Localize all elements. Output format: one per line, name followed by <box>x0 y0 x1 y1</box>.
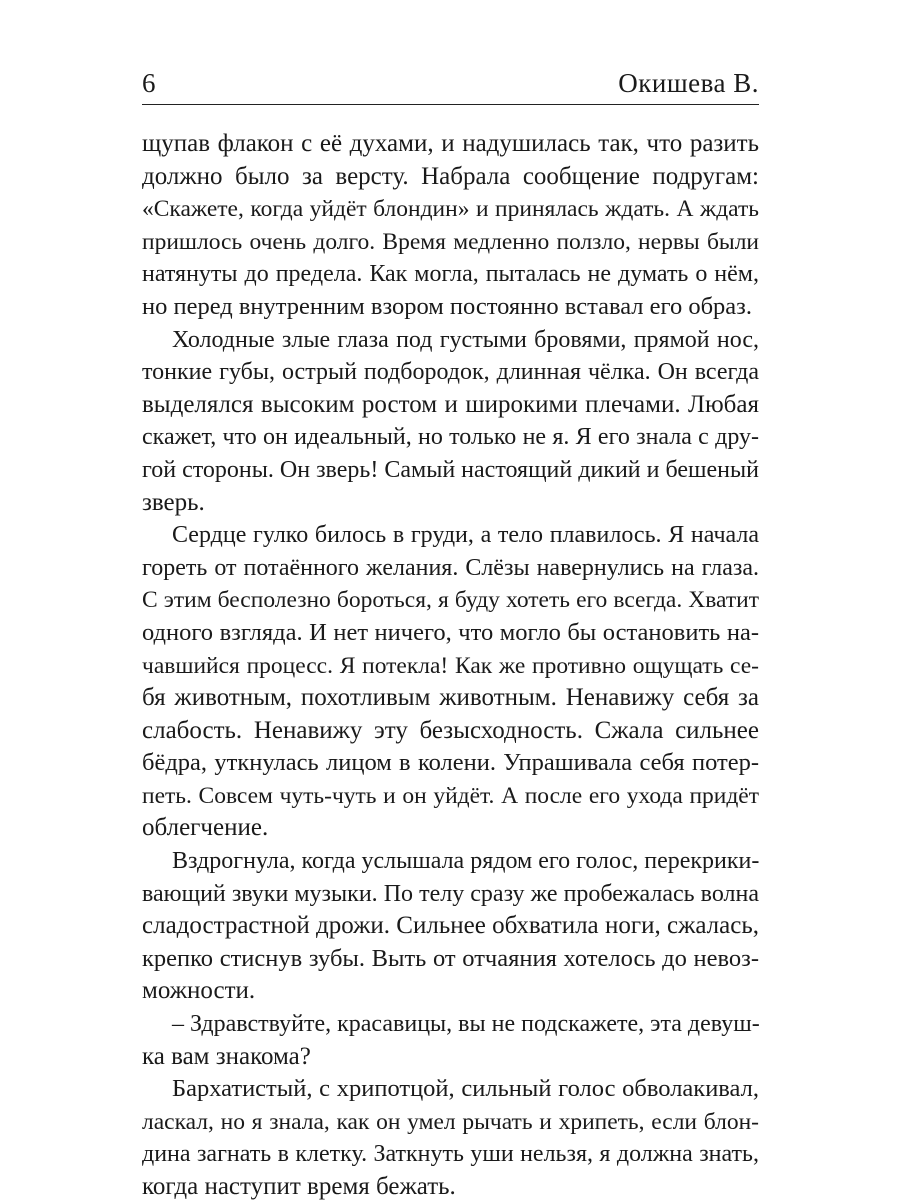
text-line: вающий звуки музыки. По телу сразу же пробежалась волна <box>142 880 759 907</box>
text-line: облегчение. <box>142 814 269 842</box>
text-line: дина загнать в клетку. Заткнуть уши нельзя, я должна знать, <box>142 1141 759 1168</box>
running-head-author: Окишева В. <box>618 68 759 98</box>
text-line: бя животным, похотливым животным. Ненавижу себя за <box>142 684 759 712</box>
text-line: Вздрогнула, когда услышала рядом его голос, перекрики- <box>172 848 760 875</box>
text-line: ласкал, но я знала, как он умел рычать и хрипеть, если блон- <box>142 1108 759 1135</box>
text-line: «Скажете, когда уйдёт блондин» и принялась ждать. А ждать <box>142 196 759 223</box>
text-line: слабость. Ненавижу эту безысходность. Сжала сильнее <box>142 716 759 744</box>
running-head <box>142 66 759 100</box>
text-line: бёдра, уткнулась лицом в колени. Упрашивала себя потер- <box>142 749 759 777</box>
text-line: чавшийся процесс. Я потекла! Как же противно ощущать се- <box>142 652 759 679</box>
text-line: Бархатистый, с хрипотцой, сильный голос обволакивал, <box>172 1075 759 1103</box>
text-line: должно было за версту. Набрала сообщение подругам: <box>142 162 759 190</box>
page-number: 6 <box>142 68 156 98</box>
text-line: выделялся высоким ростом и широкими плечами. Любая <box>142 390 759 418</box>
text-line: крепко стиснув зубы. Выть от отчаяния хотелось до невоз- <box>142 944 759 972</box>
text-line: одного взгляда. И нет ничего, что могло бы остановить на- <box>142 618 759 646</box>
body-text <box>142 128 759 1204</box>
text-line: ка вам знакома? <box>142 1042 311 1070</box>
text-line: сладострастной дрожи. Сильнее обхватила ноги, сжалась, <box>142 912 759 940</box>
text-line: можности. <box>142 977 256 1005</box>
text-line: гой стороны. Он зверь! Самый настоящий дикий и бешеный <box>142 456 759 483</box>
text-line: скажет, что он идеальный, но только не я. Я его знала с дру- <box>142 424 759 451</box>
text-line: но перед внутренним взором постоянно вставал его образ. <box>142 292 752 320</box>
text-line: тонкие губы, острый подбородок, длинная чёлка. Он всегда <box>142 359 759 386</box>
header-rule <box>142 104 759 105</box>
text-line: когда наступит время бежать. <box>142 1173 456 1200</box>
text-line: зверь. <box>142 488 205 516</box>
text-line: Холодные злые глаза под густыми бровями, прямой нос, <box>172 326 759 353</box>
text-line: пришлось очень долго. Время медленно ползло, нервы были <box>142 228 759 255</box>
text-line: – Здравствуйте, красавицы, вы не подскажете, эта девуш- <box>172 1011 760 1038</box>
text-line: щупав флакон с её духами, и надушилась так, что разить <box>142 130 759 157</box>
text-line: гореть от потаённого желания. Слёзы навернулись на глаза. <box>142 554 759 581</box>
text-line: Сердце гулко билось в груди, а тело плавилось. Я начала <box>172 522 759 549</box>
text-line: натянуты до предела. Как могла, пыталась не думать о нём, <box>142 261 759 288</box>
text-line: петь. Совсем чуть-чуть и он уйдёт. А после его ухода придёт <box>142 782 759 809</box>
text-line: С этим бесполезно бороться, я буду хотеть его всегда. Хватит <box>142 587 759 614</box>
